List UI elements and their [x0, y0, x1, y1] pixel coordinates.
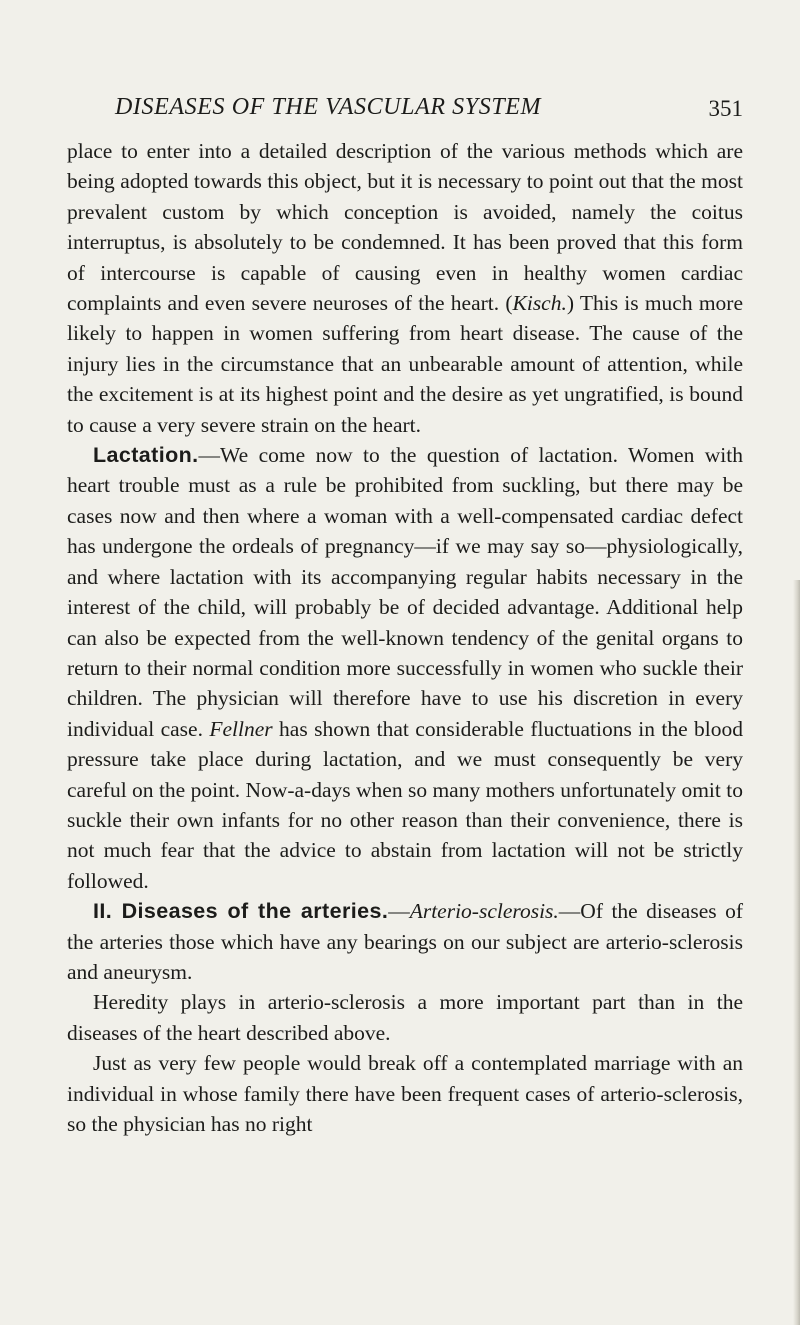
- text-segment: ) This is much more likely to happen in women suffering from heart disease. The cause of the injury lies in the circumstance that an unbearable amount of attention, while the excitement is at its highest point and the desire as yet ungratified, is bound to cause a very severe strain on the heart.: [67, 291, 743, 437]
- text-segment: Just as very few people would break off a contemplated marriage with an individual in whose family there have been frequent cases of arterio-sclerosis, so the physician has no right: [67, 1051, 743, 1136]
- subheading-arterio-sclerosis: Arterio-sclerosis.: [409, 899, 559, 924]
- book-page: [67, 90, 743, 1139]
- text-segment: —: [388, 899, 410, 924]
- paragraph-arteries: [67, 896, 743, 987]
- running-head: [67, 90, 743, 130]
- cited-author-fellner: Fellner: [209, 716, 273, 741]
- paragraph-marriage: [67, 1048, 743, 1139]
- running-title: DISEASES OF THE VASCULAR SYSTEM: [115, 94, 542, 120]
- cited-author-kisch: Kisch.: [512, 291, 567, 316]
- text-segment: has shown that considerable fluctuations in the blood pressure take place during lactation, and we must consequently be very careful on the point. Now-a-days when so many mothers unfortunately omit to suckle their own infants for no other reason than their convenience, there is not much fear that the advice to abstain from lactation will not be strictly followed.: [67, 716, 743, 893]
- text-segment: —Of the diseases of the arteries those which have any bearings on our subject are arterio-sclerosis and aneurysm.: [67, 899, 743, 984]
- page-number: 351: [708, 96, 743, 121]
- text-segment: place to enter into a detailed description of the various methods which are being adopted towards this object, but it is necessary to point out that the most prevalent custom by which conception is avoided, namely the coitus interruptus, is absolutely to be condemned. It has been proved that this form of intercourse is capable of causing even in healthy women cardiac complaints and even severe neuroses of the heart. (: [67, 139, 743, 316]
- text-segment: —We come now to the question of lactation. Women with heart trouble must as a rule be prohibited from suckling, but there may be cases now and then where a woman with a well-compensated cardiac defect has undergone the ordeals of pregnancy—if we may say so—physiologically, and where lactation with its accompanying regular habits necessary in the interest of the child, will probably be of decided advantage. Additional help can also be expected from the well-known tendency of the genital organs to return to their normal condition more successfully in women who suckle their children. The physician will therefore have to use his discretion in every individual case.: [67, 443, 743, 741]
- section-heading-lactation: Lactation.: [93, 443, 199, 468]
- paragraph-contraception: [67, 136, 743, 440]
- page-edge-shadow: [793, 580, 800, 1325]
- text-segment: Heredity plays in arterio-sclerosis a more important part than in the diseases of the heart described above.: [67, 990, 743, 1045]
- paragraph-lactation: [67, 440, 743, 896]
- section-heading-arteries: II. Diseases of the arteries.: [93, 899, 389, 924]
- paragraph-heredity: [67, 987, 743, 1048]
